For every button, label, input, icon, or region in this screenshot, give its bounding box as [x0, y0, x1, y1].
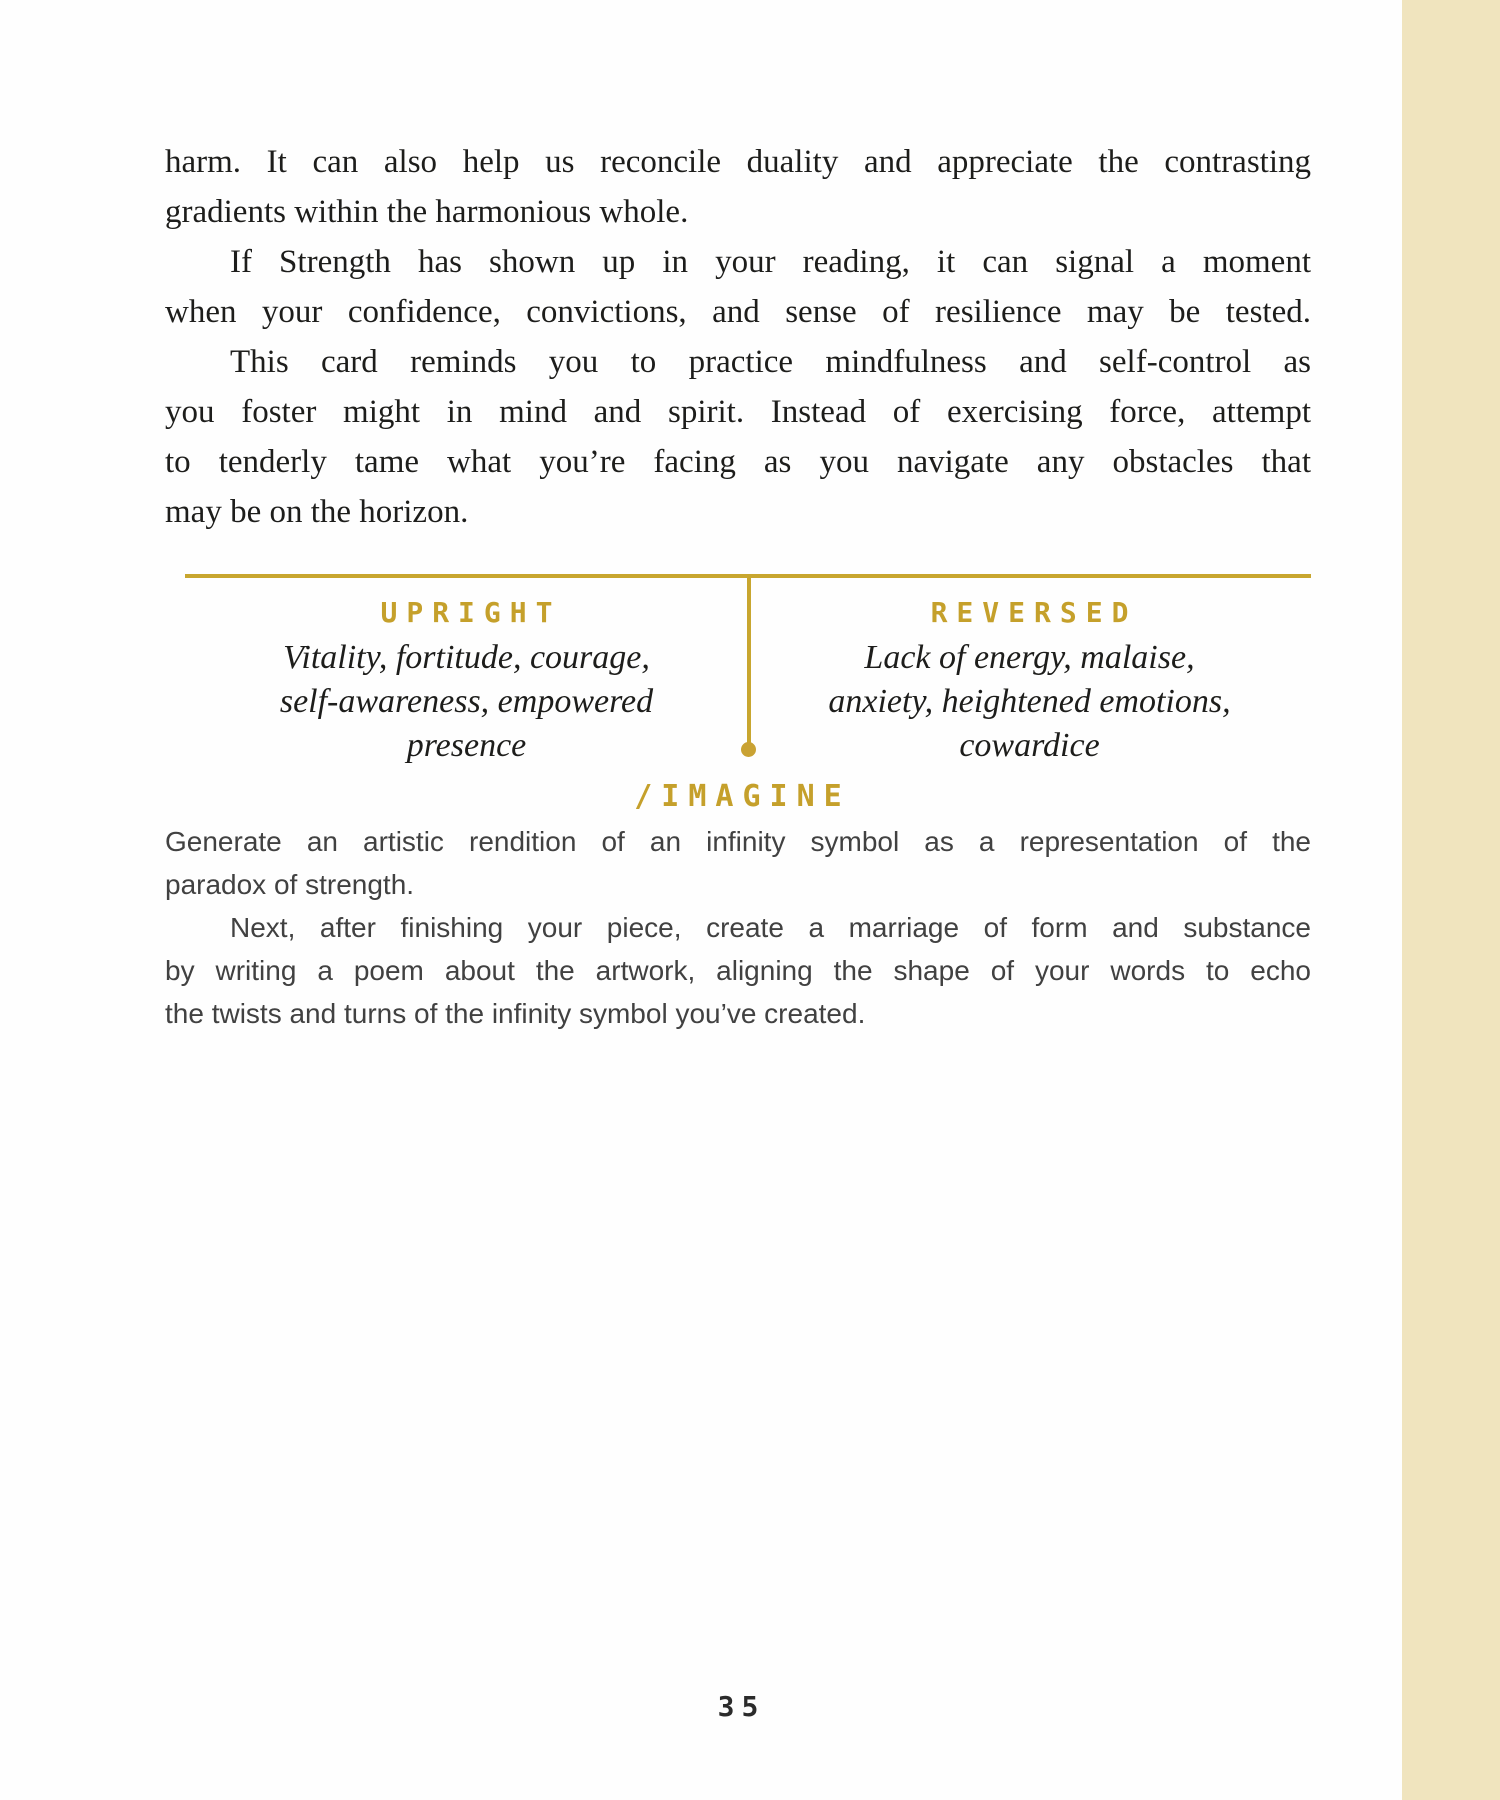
text-line: Next, after finishing your piece, create a marriage of form and substance	[230, 912, 1311, 943]
imagine-prompt	[165, 820, 1311, 1035]
upright-keywords	[185, 636, 748, 768]
text-line: Vitality, fortitude, courage,	[283, 639, 650, 676]
text-line: Generate an artistic rendition of an infinity symbol as a representation of the	[165, 826, 1311, 857]
text-line: cowardice	[959, 727, 1100, 764]
text-line: you foster might in mind and spirit. Instead of exercising force, attempt	[165, 394, 1311, 430]
text-line: self-awareness, empowered	[279, 683, 654, 720]
reversed-column	[748, 596, 1311, 768]
text-line: harm. It can also help us reconcile duality and appreciate the contrasting	[165, 144, 1311, 180]
text-line: paradox of strength.	[165, 869, 415, 900]
reversed-keywords	[748, 636, 1311, 768]
text-line: If Strength has shown up in your reading, it can signal a moment	[230, 244, 1311, 280]
page-edge-stripe	[1402, 0, 1500, 1800]
imagine-heading: /IMAGINE	[634, 779, 851, 814]
upright-column	[185, 596, 748, 768]
card-description	[165, 137, 1311, 537]
text-line: may be on the horizon.	[165, 494, 469, 530]
text-line: anxiety, heightened emotions,	[828, 683, 1231, 720]
keywords-section	[185, 596, 1311, 768]
text-line: when your confidence, convictions, and sense of resilience may be tested.	[165, 294, 1311, 330]
text-line: presence	[406, 727, 527, 764]
text-line: gradients within the harmonious whole.	[165, 194, 689, 230]
page-number: 35	[717, 1690, 766, 1723]
upright-heading: UPRIGHT	[380, 596, 562, 629]
reversed-heading: REVERSED	[930, 596, 1138, 629]
text-line: the twists and turns of the infinity symbol you’ve created.	[165, 998, 866, 1029]
text-line: Lack of energy, malaise,	[864, 639, 1195, 676]
text-line: This card reminds you to practice mindfulness and self-control as	[230, 344, 1311, 380]
text-line: by writing a poem about the artwork, aligning the shape of your words to echo	[165, 955, 1311, 986]
text-line: to tenderly tame what you’re facing as you navigate any obstacles that	[165, 444, 1311, 480]
